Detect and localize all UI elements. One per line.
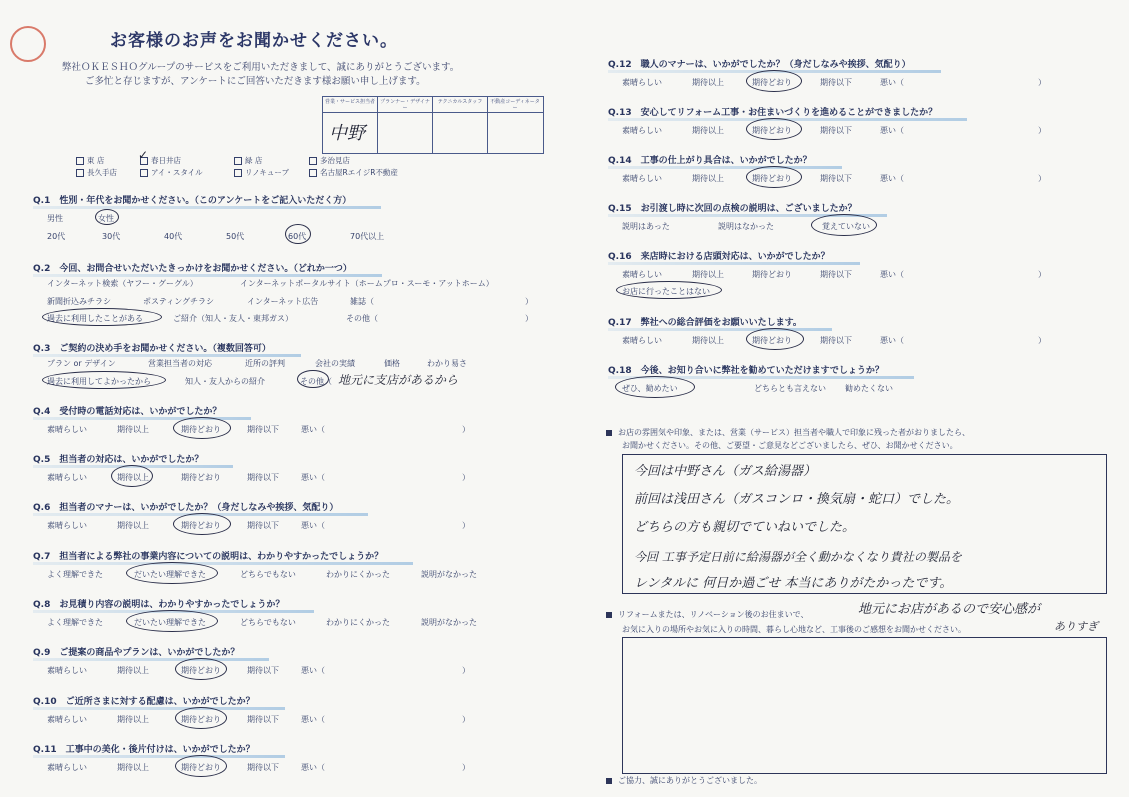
q7-opt-5[interactable]: 説明がなかった xyxy=(421,570,477,579)
q11-opt-1[interactable]: 素晴らしい xyxy=(47,763,87,772)
q12-opt-1[interactable]: 素晴らしい xyxy=(622,78,662,87)
q1-age-50[interactable]: 50代 xyxy=(226,232,245,241)
q3-past-good[interactable]: 過去に利用してよかったから xyxy=(47,377,151,386)
q10-opt-1[interactable]: 素晴らしい xyxy=(47,715,87,724)
store-nagakute[interactable]: 長久手店 xyxy=(76,167,117,178)
q3-track[interactable]: 会社の実績 xyxy=(315,359,355,368)
q6-opt-1[interactable]: 素晴らしい xyxy=(47,521,87,530)
q1-male[interactable]: 男性 xyxy=(47,214,63,223)
stamp xyxy=(10,26,46,62)
q5-opt-4[interactable]: 期待以下 xyxy=(247,473,279,482)
q4-opt-3[interactable]: 期待どおり xyxy=(181,425,221,434)
q12-close: ） xyxy=(1038,78,1046,87)
q12-opt-3[interactable]: 期待どおり xyxy=(752,78,792,87)
q16-title: Q.16 来店時における店頭対応は、いかがでしたか？ xyxy=(608,249,830,262)
afterreform-prompt-1: リフォームまたは、リノベーション後のお住まいで、 xyxy=(606,609,808,620)
store-kasugai-check: ✓ xyxy=(138,148,149,162)
staff-table xyxy=(322,96,544,154)
q3-clarity[interactable]: わかり易さ xyxy=(427,359,467,368)
store-renocube[interactable]: リノキューブ xyxy=(234,167,289,178)
q14-opt-4[interactable]: 期待以下 xyxy=(820,174,852,183)
q10-close: ） xyxy=(462,715,470,724)
q10-title: Q.10 ご近所さまに対する配慮は、いかがでしたか？ xyxy=(33,694,255,707)
q3-price[interactable]: 価格 xyxy=(384,359,400,368)
q11-opt-3[interactable]: 期待どおり xyxy=(181,763,221,772)
q9-title: Q.9 ご提案の商品やプランは、いかがでしたか？ xyxy=(33,645,239,658)
staff-header-tech: テクニカルスタッフ xyxy=(437,99,483,105)
q2-other-close: ） xyxy=(525,314,533,323)
q7-title: Q.7 担当者による弊社の事業内容についての説明は、わかりやすかったでしょうか？ xyxy=(33,549,383,562)
q15-title: Q.15 お引渡し時に次回の点検の説明は、ございましたか？ xyxy=(608,201,857,214)
afterreform-box[interactable] xyxy=(622,637,1107,774)
q3-handwritten: 地元に支店があるから xyxy=(338,373,459,387)
q5-opt-5[interactable]: 悪い（ xyxy=(301,473,325,482)
q12-title: Q.12 職人のマナーは、いかがでしたか？（身だしなみや挨拶、気配り） xyxy=(608,57,911,70)
staff-handwritten-name: 中野 xyxy=(329,123,365,144)
q2-magazine-close: ） xyxy=(525,297,533,306)
q7-opt-4[interactable]: わかりにくかった xyxy=(326,570,390,579)
q8-opt-3[interactable]: どちらでもない xyxy=(240,618,296,627)
q16-opt-2[interactable]: 期待以上 xyxy=(692,270,724,279)
comments-line-1: 今回は中野さん（ガス給湯器） xyxy=(634,464,817,479)
q12-opt-5[interactable]: 悪い（ xyxy=(880,78,904,87)
q1-age-60[interactable]: 60代 xyxy=(288,232,307,241)
q4-opt-5[interactable]: 悪い（ xyxy=(301,425,325,434)
q7-opt-2[interactable]: だいたい理解できた xyxy=(134,570,206,579)
comments-line-3: どちらの方も親切でていねいでした。 xyxy=(634,520,856,535)
store-midori[interactable]: 緑 店 xyxy=(234,155,262,166)
q1-title: Q.1 性別・年代をお聞かせください。（このアンケートをご記入いただく方） xyxy=(33,193,351,206)
q9-opt-1[interactable]: 素晴らしい xyxy=(47,666,87,675)
store-higashi[interactable]: 東 店 xyxy=(76,155,104,166)
q2-other[interactable]: その他（ xyxy=(346,314,378,323)
q4-opt-1[interactable]: 素晴らしい xyxy=(47,425,87,434)
q1-age-30[interactable]: 30代 xyxy=(102,232,121,241)
q8-opt-5[interactable]: 説明がなかった xyxy=(421,618,477,627)
store-kasugai[interactable]: 春日井店 xyxy=(140,155,181,166)
afterreform-prompt-2: お気に入りの場所やお気に入りの時間、暮らし心地など、工事後のご感想をお聞かせください。 xyxy=(622,625,966,634)
q6-opt-3[interactable]: 期待どおり xyxy=(181,521,221,530)
q11-opt-4[interactable]: 期待以下 xyxy=(247,763,279,772)
store-tajimi[interactable]: 多治見店 xyxy=(309,155,350,166)
q13-title: Q.13 安心してリフォーム工事・お住まいづくりを進めることができましたか？ xyxy=(608,105,937,118)
q15-opt-2[interactable]: 説明はなかった xyxy=(718,222,774,231)
q15-opt-3[interactable]: 覚えていない xyxy=(822,222,870,231)
q13-close: ） xyxy=(1038,126,1046,135)
intro-line-2: ご多忙と存じますが、アンケートにご回答いただきます様お願い申し上げます。 xyxy=(85,76,426,87)
q4-opt-2[interactable]: 期待以上 xyxy=(117,425,149,434)
q13-opt-3[interactable]: 期待どおり xyxy=(752,126,792,135)
q8-title: Q.8 お見積り内容の説明は、わかりやすかったでしょうか？ xyxy=(33,597,284,610)
q2-posting[interactable]: ポスティングチラシ xyxy=(143,297,215,306)
q3-plan[interactable]: プラン or デザイン xyxy=(47,359,116,368)
q1-age-40[interactable]: 40代 xyxy=(164,232,183,241)
q7-opt-1[interactable]: よく理解できた xyxy=(47,570,103,579)
q14-opt-5[interactable]: 悪い（ xyxy=(880,174,904,183)
q12-opt-4[interactable]: 期待以下 xyxy=(820,78,852,87)
q2-past-use[interactable]: 過去に利用したことがある xyxy=(47,314,143,323)
q13-opt-2[interactable]: 期待以上 xyxy=(692,126,724,135)
q12-opt-2[interactable]: 期待以上 xyxy=(692,78,724,87)
q17-title: Q.17 弊社への総合評価をお願いいたします。 xyxy=(608,315,802,328)
q8-opt-1[interactable]: よく理解できた xyxy=(47,618,103,627)
q2-net-ad[interactable]: インターネット広告 xyxy=(247,297,319,306)
q3-reputation[interactable]: 近所の評判 xyxy=(245,359,285,368)
q9-opt-3[interactable]: 期待どおり xyxy=(181,666,221,675)
q10-opt-2[interactable]: 期待以上 xyxy=(117,715,149,724)
q6-opt-5[interactable]: 悪い（ xyxy=(301,521,325,530)
q3-sales[interactable]: 営業担当者の対応 xyxy=(148,359,212,368)
q10-opt-4[interactable]: 期待以下 xyxy=(247,715,279,724)
comments-line-5: レンタルに 何日か過ごせ 本当にありがたかったです。 xyxy=(634,576,953,591)
q17-close: ） xyxy=(1038,336,1046,345)
q6-opt-2[interactable]: 期待以上 xyxy=(117,521,149,530)
q3-other[interactable]: その他（ xyxy=(300,377,332,386)
q13-opt-1[interactable]: 素晴らしい xyxy=(622,126,662,135)
q3-friend[interactable]: 知人・友人からの紹介 xyxy=(185,377,265,386)
comments-line-4: 今回 工事予定日前に給湯器が全く動かなくなり貴社の製品を xyxy=(634,550,962,564)
q17-opt-1[interactable]: 素晴らしい xyxy=(622,336,662,345)
q7-opt-3[interactable]: どちらでもない xyxy=(240,570,296,579)
q4-title: Q.4 受付時の電話対応は、いかがでしたか？ xyxy=(33,404,221,417)
staff-header-sales: 営業・サービス担当者 xyxy=(324,99,375,105)
q5-opt-3[interactable]: 期待どおり xyxy=(181,473,221,482)
q2-net-search[interactable]: インターネット検索（ヤフー・グーグル） xyxy=(47,279,198,288)
q6-close: ） xyxy=(462,521,470,530)
q9-opt-4[interactable]: 期待以下 xyxy=(247,666,279,675)
q2-title: Q.2 今回、お問合せいただいたきっかけをお聞かせください。（どれか一つ） xyxy=(33,261,352,274)
q14-title: Q.14 工事の仕上がり具合は、いかがでしたか？ xyxy=(608,153,812,166)
q10-opt-3[interactable]: 期待どおり xyxy=(181,715,221,724)
q14-close: ） xyxy=(1038,174,1046,183)
q17-opt-4[interactable]: 期待以下 xyxy=(820,336,852,345)
q18-opt-2[interactable]: どちらとも言えない xyxy=(754,384,826,393)
q5-close: ） xyxy=(462,473,470,482)
q17-opt-5[interactable]: 悪い（ xyxy=(880,336,904,345)
q3-title: Q.3 ご契約の決め手をお聞かせください。（複数回答可） xyxy=(33,341,271,354)
q11-close: ） xyxy=(462,763,470,772)
staff-header-realestate: 不動産コーディネーター xyxy=(490,99,540,111)
footer-thanks: ご協力、誠にありがとうございました。 xyxy=(606,775,762,786)
q2-magazine[interactable]: 雑誌（ xyxy=(350,297,374,306)
store-nagoya-realestate[interactable]: 名古屋RエイジR不動産 xyxy=(309,167,398,178)
q16-opt-5[interactable]: 悪い（ xyxy=(880,270,904,279)
q2-referral[interactable]: ご紹介（知人・友人・東邦ガス） xyxy=(173,314,293,323)
q6-title: Q.6 担当者のマナーは、いかがでしたか？（身だしなみや挨拶、気配り） xyxy=(33,500,338,513)
q2-net-portal[interactable]: インターネットポータルサイト（ホームプロ・スーモ・アットホーム） xyxy=(240,279,494,288)
q9-close: ） xyxy=(462,666,470,675)
q1-age-70[interactable]: 70代以上 xyxy=(350,232,385,241)
q13-opt-4[interactable]: 期待以下 xyxy=(820,126,852,135)
q17-opt-2[interactable]: 期待以上 xyxy=(692,336,724,345)
page-title: お客様のお声をお聞かせください。 xyxy=(110,31,398,51)
q18-opt-1[interactable]: ぜひ、勧めたい xyxy=(622,384,678,393)
q18-opt-3[interactable]: 勧めたくない xyxy=(845,384,893,393)
comments-prompt-2: お聞かせください。その他、ご要望・ご意見などございましたら、ぜひ、お聞かせください。 xyxy=(622,441,958,450)
q11-opt-2[interactable]: 期待以上 xyxy=(117,763,149,772)
q16-close: ） xyxy=(1038,270,1046,279)
comments-prompt-1: お店の雰囲気や印象、または、営業（サービス）担当者や職人で印象に残った者がおりましたら、 xyxy=(606,427,970,438)
q13-opt-5[interactable]: 悪い（ xyxy=(880,126,904,135)
store-istyle[interactable]: アイ・スタイル xyxy=(140,167,203,178)
q4-opt-4[interactable]: 期待以下 xyxy=(247,425,279,434)
staff-header-planner: プランナー・デザイナー xyxy=(380,99,430,111)
q16-opt-4[interactable]: 期待以下 xyxy=(820,270,852,279)
q5-opt-1[interactable]: 素晴らしい xyxy=(47,473,87,482)
q15-opt-1[interactable]: 説明はあった xyxy=(622,222,670,231)
q1-female[interactable]: 女性 xyxy=(98,214,114,223)
q8-opt-4[interactable]: わかりにくかった xyxy=(326,618,390,627)
q10-opt-5[interactable]: 悪い（ xyxy=(301,715,325,724)
q6-opt-4[interactable]: 期待以下 xyxy=(247,521,279,530)
q18-title: Q.18 今後、お知り合いに弊社を勧めていただけますでしょうか？ xyxy=(608,363,884,376)
q11-opt-5[interactable]: 悪い（ xyxy=(301,763,325,772)
q16-opt-1[interactable]: 素晴らしい xyxy=(622,270,662,279)
q14-opt-1[interactable]: 素晴らしい xyxy=(622,174,662,183)
q16-never-visited[interactable]: お店に行ったことはない xyxy=(622,287,710,296)
q2-newspaper[interactable]: 新聞折込みチラシ xyxy=(47,297,111,306)
q9-opt-2[interactable]: 期待以上 xyxy=(117,666,149,675)
q17-opt-3[interactable]: 期待どおり xyxy=(752,336,792,345)
afterreform-handwritten-1: 地元にお店があるので安心感が xyxy=(858,602,1041,617)
q14-opt-2[interactable]: 期待以上 xyxy=(692,174,724,183)
q4-close: ） xyxy=(462,425,470,434)
intro-line-1: 弊社ＯＫＥＳＨＯグループのサービスをご利用いただきまして、誠にありがとうございます。 xyxy=(62,62,460,73)
q14-opt-3[interactable]: 期待どおり xyxy=(752,174,792,183)
q9-opt-5[interactable]: 悪い（ xyxy=(301,666,325,675)
q5-opt-2[interactable]: 期待以上 xyxy=(117,473,149,482)
q11-title: Q.11 工事中の美化・後片付けは、いかがでしたか？ xyxy=(33,742,255,755)
q16-opt-3[interactable]: 期待どおり xyxy=(752,270,792,279)
afterreform-handwritten-2: ありすぎ xyxy=(1054,620,1098,633)
comments-line-2: 前回は浅田さん（ガスコンロ・換気扇・蛇口）でした。 xyxy=(634,492,960,507)
q8-opt-2[interactable]: だいたい理解できた xyxy=(134,618,206,627)
q1-age-20[interactable]: 20代 xyxy=(47,232,66,241)
q5-title: Q.5 担当者の対応は、いかがでしたか？ xyxy=(33,452,203,465)
